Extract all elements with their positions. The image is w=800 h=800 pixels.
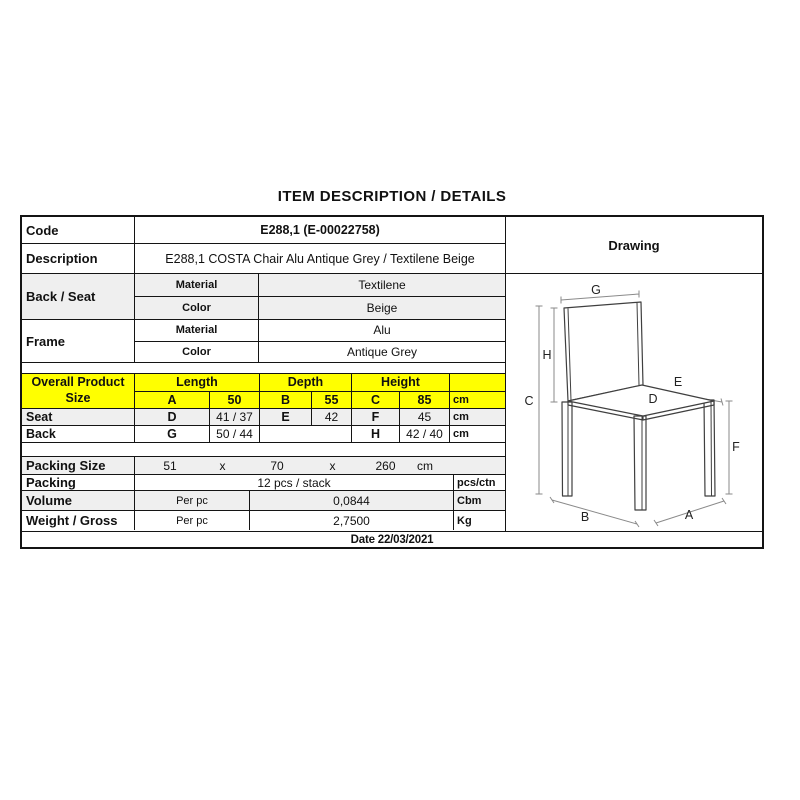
overall-size-section [22, 374, 505, 409]
volume-per: Per pc [135, 491, 250, 510]
back-seat-label: Back / Seat [22, 274, 135, 319]
back-depth-empty [260, 426, 352, 442]
overall-depth-key: B [260, 392, 312, 409]
frame-material-value: Alu [373, 323, 391, 338]
seat-depth-value: 42 [312, 409, 352, 425]
depth-header: Depth [260, 374, 352, 391]
chair-leg-right [704, 400, 715, 496]
frame-label: Frame [22, 320, 135, 362]
dim-label-d: D [648, 392, 658, 406]
overall-depth-value: 55 [312, 392, 352, 409]
description-row [22, 244, 505, 274]
drawing-section [506, 217, 762, 531]
overall-size-label: Overall Product Size [22, 374, 135, 408]
chair-outline [562, 302, 715, 510]
back-seat-color-value: Beige [366, 301, 398, 315]
dim-label-a: A [684, 508, 694, 522]
overall-height-value: 85 [400, 392, 450, 409]
table-body [22, 217, 762, 531]
packing-size-height: 260 [375, 458, 396, 473]
overall-unit: cm [453, 393, 469, 406]
drawing-header: Drawing [506, 217, 762, 274]
volume-unit: Cbm [457, 494, 482, 507]
packing-size-row [22, 457, 505, 475]
packing-size-width: 70 [270, 458, 284, 473]
seat-depth-key: E [260, 409, 312, 425]
chair-backrest [564, 302, 643, 401]
back-seat-rows [135, 274, 505, 319]
overall-values-row [135, 392, 505, 409]
packing-size-unit: cm [417, 458, 433, 473]
description-label: Description [22, 244, 135, 273]
dim-label-g: G [591, 283, 601, 297]
packing-size-x1: x [219, 458, 226, 473]
code-label: Code [22, 217, 135, 243]
packing-size-length: 51 [163, 458, 177, 473]
seat-label: Seat [22, 409, 135, 425]
weight-value: 2,7500 [250, 511, 454, 530]
back-seat-material-row [135, 274, 505, 297]
overall-height-key: C [352, 392, 400, 409]
chair-leg-front [634, 416, 646, 510]
overall-length-value: 50 [210, 392, 260, 409]
seat-height-value: 45 [400, 409, 450, 425]
color-label: Color [135, 297, 259, 319]
weight-unit: Kg [457, 514, 472, 527]
back-label: Back [22, 426, 135, 442]
packing-unit: pcs/ctn [457, 476, 496, 489]
frame-color-row [135, 342, 505, 363]
description-value: E288,1 COSTA Chair Alu Antique Grey / Textilene Beige [165, 251, 475, 266]
weight-per: Per pc [135, 511, 250, 530]
dim-line-b [550, 497, 639, 527]
packing-row [22, 475, 505, 491]
back-height-value: 42 / 40 [400, 426, 450, 442]
dim-label-c: C [524, 394, 534, 408]
length-header: Length [135, 374, 260, 391]
item-details-table [20, 215, 764, 549]
volume-label: Volume [22, 491, 135, 510]
dim-line-c [536, 306, 543, 494]
color-label: Color [135, 342, 259, 363]
packing-size-values [135, 457, 505, 474]
packing-value: 12 pcs / stack [135, 475, 454, 490]
seat-unit: cm [453, 411, 469, 423]
packing-size-label: Packing Size [22, 457, 135, 474]
weight-row [22, 511, 505, 530]
packing-size-x2: x [329, 458, 336, 473]
volume-row [22, 491, 505, 511]
spacer-row [22, 363, 505, 374]
spacer-row [22, 443, 505, 457]
material-label: Material [135, 274, 259, 296]
dim-group-header-row [135, 374, 505, 392]
dim-line-h [551, 308, 558, 402]
code-value: E288,1 (E-00022758) [260, 223, 380, 237]
dim-label-b: B [580, 510, 590, 524]
seat-length-value: 41 / 37 [210, 409, 260, 425]
unit-header-empty [450, 374, 505, 391]
overall-length-key: A [135, 392, 210, 409]
back-seat-material-value: Textilene [358, 278, 406, 292]
back-seat-section [22, 274, 505, 320]
back-seat-color-row [135, 297, 505, 319]
weight-label: Weight / Gross [22, 511, 135, 530]
seat-length-key: D [135, 409, 210, 425]
date-row [22, 531, 762, 547]
back-unit: cm [453, 428, 469, 440]
back-height-key: H [352, 426, 400, 442]
frame-section [22, 320, 505, 363]
chair-diagram-svg [506, 274, 762, 532]
seat-height-key: F [352, 409, 400, 425]
size-header-rows [135, 374, 505, 408]
dim-label-e: E [673, 375, 683, 389]
frame-material-row [135, 320, 505, 342]
details-section [22, 217, 506, 531]
dim-label-f: F [732, 440, 740, 454]
frame-rows [135, 320, 505, 362]
chair-drawing [506, 274, 762, 531]
chair-leg-left [562, 402, 572, 496]
volume-value: 0,0844 [250, 491, 454, 510]
height-header: Height [352, 374, 450, 391]
date-value: Date 22/03/2021 [350, 533, 434, 546]
dim-label-h: H [542, 348, 552, 362]
frame-color-value: Antique Grey [346, 344, 418, 359]
code-row [22, 217, 505, 244]
seat-row [22, 409, 505, 426]
back-row [22, 426, 505, 443]
back-length-value: 50 / 44 [210, 426, 260, 442]
packing-label: Packing [22, 475, 135, 490]
chair-leg-right-edge [711, 400, 712, 496]
material-label: Material [135, 320, 259, 341]
back-length-key: G [135, 426, 210, 442]
page-title: ITEM DESCRIPTION / DETAILS [277, 188, 507, 205]
